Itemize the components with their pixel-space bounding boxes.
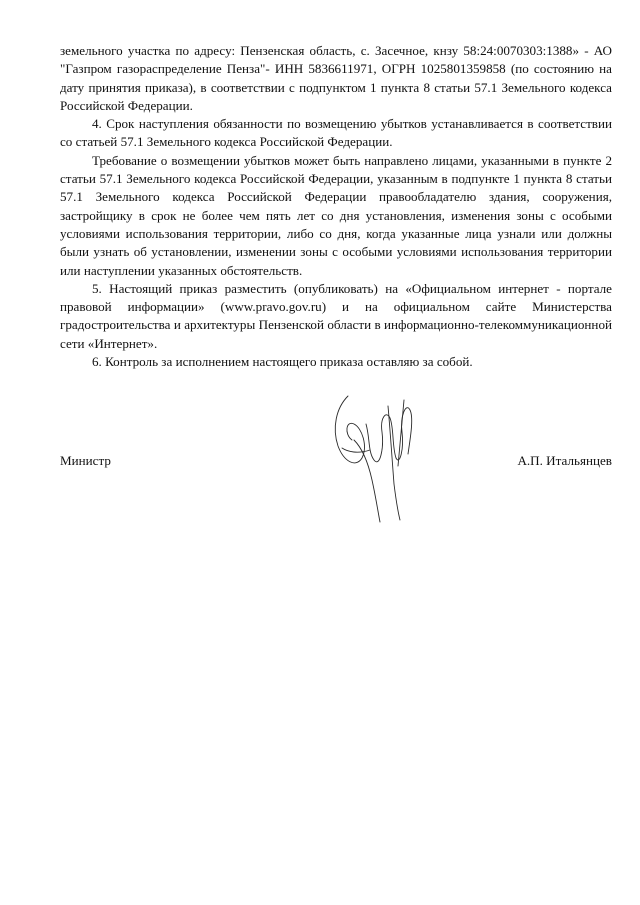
document-body bbox=[60, 42, 612, 371]
paragraph-item-4: 4. Срок наступления обязанности по возмещению убытков устанавливается в соответствии со статьей 57.1 Земельного кодекса Российской Федерации. bbox=[60, 116, 612, 150]
signer-name: А.П. Итальянцев bbox=[517, 453, 612, 468]
signer-title: Министр bbox=[60, 453, 111, 468]
paragraph-continuation: земельного участка по адресу: Пензенская область, с. Засечное, кнзу 58:24:0070303:1388» - АО "Газпром газораспределение Пенза"- ИНН 5836611971, ОГРН 1025801359858 (по состоянию на дату принятия приказа), в соответствии с подпунктом 1 пункта 8 статьи 57.1 Земельного кодекса Российской Федерации. bbox=[60, 43, 612, 113]
paragraph-item-6: 6. Контроль за исполнением настоящего приказа оставляю за собой. bbox=[92, 354, 473, 370]
paragraph-damages-claim: Требование о возмещении убытков может быть направлено лицами, указанными в пункте 2 статьи 57.1 Земельного кодекса Российской Федерации, указанным в подпункте 1 пункта 8 статьи 57.1 Земельного кодекса Российской Федерации правообладателю здания, сооружения, застройщику в срок не более чем пять лет со дня установления, изменения зоны с особыми условиями использования территории, либо со дня, когда указанные лица узнали или должны были узнать об установлении, изменении зоны с особыми условиями использования территории или наступлении указанных обстоятельств. bbox=[60, 152, 612, 278]
handwritten-signature bbox=[318, 388, 428, 528]
paragraph-item-5: 5. Настоящий приказ разместить (опубликовать) на «Официальном интернет - портале правовой информации» (www.pravo.gov.ru) и на официальном сайте Министерства градостроительства и архитектуры Пензенской области в информационно-телекоммуникационной сети «Интернет». bbox=[60, 280, 612, 351]
